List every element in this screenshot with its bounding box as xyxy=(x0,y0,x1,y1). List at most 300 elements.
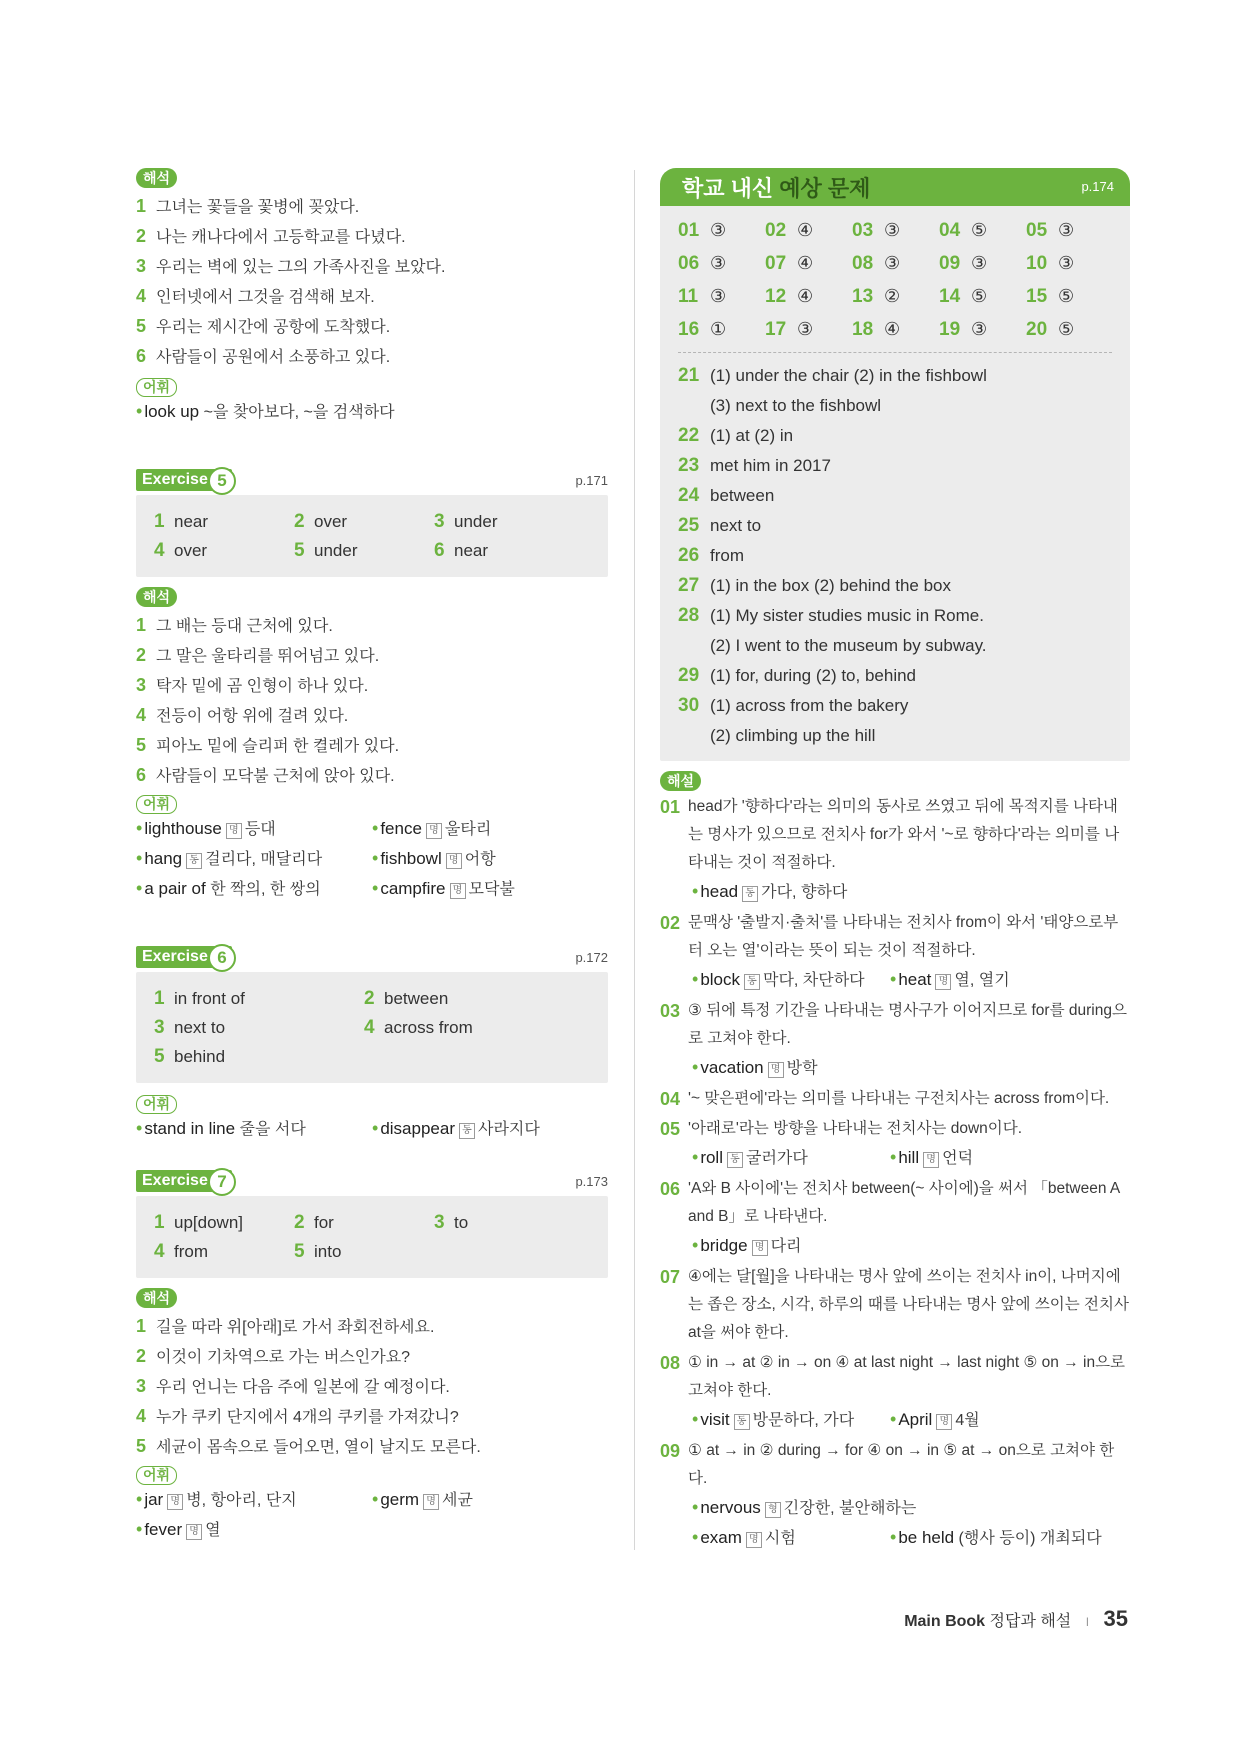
vocab-word: germ xyxy=(380,1490,420,1509)
answer-item xyxy=(294,1237,434,1266)
bullet-icon: • xyxy=(692,1527,699,1547)
question-number: 05 xyxy=(1026,220,1048,241)
bullet-icon: • xyxy=(692,1147,699,1167)
explanation-vocab-row xyxy=(660,1405,1130,1435)
item-text: 피아노 밑에 슬리퍼 한 켤레가 있다. xyxy=(156,738,400,755)
bullet-icon: • xyxy=(136,1118,143,1138)
vocab-list xyxy=(136,1485,608,1545)
pos-tag: 명 xyxy=(167,1494,183,1510)
answer-item xyxy=(294,1208,434,1237)
question-number: 26 xyxy=(678,545,700,566)
pos-tag: 명 xyxy=(186,1524,202,1540)
pos-tag: 명 xyxy=(426,823,442,839)
translation-line xyxy=(136,761,608,791)
multiple-choice-grid xyxy=(678,214,1112,346)
explanation-text xyxy=(660,1349,1130,1405)
vocab-slot xyxy=(692,1497,917,1517)
question-number: 08 xyxy=(852,253,874,274)
explanation-item xyxy=(660,793,1130,907)
translation-line xyxy=(136,1372,608,1402)
choice: ③ xyxy=(710,286,727,306)
item-text: 길을 따라 위[아래]로 가서 좌회전하세요. xyxy=(156,1319,435,1336)
dashed-divider xyxy=(678,352,1112,353)
explanation-badge: 해설 xyxy=(660,771,701,791)
item-text: 사람들이 공원에서 소풍하고 있다. xyxy=(156,349,391,366)
item-text: 우리 언니는 다음 주에 일본에 갈 예정이다. xyxy=(156,1379,450,1396)
explanation-text xyxy=(660,1263,1130,1347)
mc-answer xyxy=(765,214,852,247)
item-number: 3 xyxy=(136,675,147,695)
section-title xyxy=(682,172,870,203)
choice: ③ xyxy=(971,253,988,273)
choice: ⑤ xyxy=(971,220,988,240)
translation-line xyxy=(136,312,608,342)
question-number: 21 xyxy=(678,365,700,386)
exercise-label: Exercise xyxy=(136,946,232,968)
choice: ③ xyxy=(710,220,727,240)
pos-tag: 명 xyxy=(935,974,951,990)
choice: ④ xyxy=(797,253,814,273)
item-number: 4 xyxy=(136,1406,147,1426)
answer-grid xyxy=(154,1208,590,1266)
answer-text: (1) in the box (2) behind the box xyxy=(710,576,951,595)
bullet-icon: • xyxy=(136,818,143,838)
mc-answer xyxy=(852,247,939,280)
vocab-list xyxy=(136,1114,608,1144)
translation-line xyxy=(136,1312,608,1342)
vocab-word: jar xyxy=(144,1490,164,1509)
short-answer-line xyxy=(678,451,1112,481)
bullet-icon: • xyxy=(692,881,699,901)
answer-item xyxy=(364,984,574,1013)
translation-line xyxy=(136,611,608,641)
item-text: 세균이 몸속으로 들어오면, 열이 날지도 모른다. xyxy=(156,1439,481,1456)
item-text: 누가 쿠키 단지에서 4개의 쿠키를 가져갔니? xyxy=(156,1409,459,1426)
answer-item xyxy=(154,1208,294,1237)
question-number: 13 xyxy=(852,286,874,307)
vocab-meaning: 시험 xyxy=(764,1530,796,1547)
question-number: 28 xyxy=(678,605,700,626)
item-number: 5 xyxy=(136,1436,147,1456)
answer-item xyxy=(154,1013,364,1042)
answer-text: into xyxy=(314,1242,342,1261)
vocab-item xyxy=(136,874,372,904)
translation-line xyxy=(136,1432,608,1462)
vocab-word: fever xyxy=(144,1520,183,1539)
answer-text: between xyxy=(384,989,449,1008)
answer-text: (1) for, during (2) to, behind xyxy=(710,666,917,685)
translation-line xyxy=(136,1342,608,1372)
mc-answer xyxy=(852,313,939,346)
vocab-word: block xyxy=(700,970,740,989)
bullet-icon: • xyxy=(372,848,379,868)
vocab-word: fishbowl xyxy=(380,849,442,868)
answer-text: to xyxy=(454,1213,469,1232)
question-number: 01 xyxy=(678,220,700,241)
vocab-slot xyxy=(692,1235,802,1255)
vocab-word: campfire xyxy=(380,879,446,898)
vocab-meaning: 걸리다, 매달리다 xyxy=(205,851,323,868)
left-column xyxy=(136,168,608,1545)
vocab-slot xyxy=(890,1409,980,1429)
title-part-a: 학교 내신 xyxy=(682,176,780,201)
mc-answer xyxy=(678,280,765,313)
mc-answer xyxy=(765,313,852,346)
answer-number: 6 xyxy=(434,540,445,561)
item-number: 5 xyxy=(136,316,147,336)
vocab-word: head xyxy=(700,882,739,901)
item-number: 5 xyxy=(136,735,147,755)
item-number: 6 xyxy=(136,765,147,785)
choice: ③ xyxy=(710,253,727,273)
answer-text: from xyxy=(710,546,744,565)
answer-text: between xyxy=(710,486,775,505)
vocab-item xyxy=(136,1515,372,1545)
short-answer-line xyxy=(678,721,1112,751)
explanation-vocab-row xyxy=(660,1493,1130,1523)
vocab-slot xyxy=(692,1405,890,1435)
intro-translation xyxy=(136,168,608,372)
vocab-item xyxy=(136,1485,372,1515)
question-number: 07 xyxy=(660,1267,681,1287)
answer-item xyxy=(434,536,574,565)
answer-number: 1 xyxy=(154,988,165,1009)
item-number: 4 xyxy=(136,286,147,306)
pos-tag: 형 xyxy=(765,1502,781,1518)
question-number: 15 xyxy=(1026,286,1048,307)
mc-answer xyxy=(939,313,1026,346)
translation-line xyxy=(136,252,608,282)
vocab-slot xyxy=(692,1143,890,1173)
choice: ④ xyxy=(797,220,814,240)
choice: ③ xyxy=(884,220,901,240)
vocab-meaning: 모닥불 xyxy=(468,881,515,898)
choice: ③ xyxy=(1058,253,1075,273)
bullet-icon: • xyxy=(372,818,379,838)
pos-tag: 동 xyxy=(734,1414,750,1430)
explanation-vocab-row xyxy=(660,877,1130,907)
vocab-meaning: 어항 xyxy=(464,851,496,868)
answer-text: under xyxy=(314,541,358,560)
pos-tag: 명 xyxy=(768,1062,784,1078)
mc-answer xyxy=(939,214,1026,247)
question-number: 20 xyxy=(1026,319,1048,340)
choice: ③ xyxy=(884,253,901,273)
translation-line xyxy=(136,1402,608,1432)
choice: ⑤ xyxy=(971,286,988,306)
vocab-meaning: 열 xyxy=(205,1522,221,1539)
vocab-badge: 어휘 xyxy=(136,1095,177,1114)
answer-text: next to xyxy=(710,516,762,535)
bullet-icon: • xyxy=(692,1409,699,1429)
vocab-meaning: 한 짝의, 한 쌍의 xyxy=(210,881,321,898)
bullet-icon: • xyxy=(136,878,143,898)
page-ref: p.174 xyxy=(1081,179,1114,194)
answer-number: 4 xyxy=(154,540,165,561)
footer-separator: I xyxy=(1085,1615,1090,1629)
vocab-list xyxy=(136,397,608,427)
answer-item xyxy=(154,536,294,565)
answer-number: 5 xyxy=(294,540,305,561)
column-divider xyxy=(634,170,635,1550)
vocab-item xyxy=(890,1527,1102,1547)
school-exam-header xyxy=(660,168,1130,206)
bullet-icon: • xyxy=(372,878,379,898)
vocab-item xyxy=(372,1114,608,1144)
short-answer-line xyxy=(678,691,1112,721)
vocab-meaning: 방학 xyxy=(786,1060,818,1077)
choice: ③ xyxy=(971,319,988,339)
short-answer-line xyxy=(678,601,1112,631)
vocab-word: look up xyxy=(144,402,200,421)
pos-tag: 동 xyxy=(742,886,758,902)
vocab-meaning: 세균 xyxy=(442,1492,473,1509)
exercise-number: 7 xyxy=(208,1168,236,1196)
explanation-text xyxy=(660,1175,1130,1231)
answer-text: across from xyxy=(384,1018,473,1037)
exercise-5-answers xyxy=(136,495,608,577)
vocab-item xyxy=(890,1409,980,1429)
explanation-vocab-row xyxy=(660,1143,1130,1173)
question-number: 23 xyxy=(678,455,700,476)
vocab-item xyxy=(136,1114,372,1144)
choice: ② xyxy=(884,286,901,306)
bullet-icon: • xyxy=(136,1489,143,1509)
vocab-meaning: 막다, 차단하다 xyxy=(763,972,865,989)
choice: ④ xyxy=(884,319,901,339)
answer-text: (1) across from the bakery xyxy=(710,696,909,715)
mc-answer xyxy=(1026,313,1113,346)
bullet-icon: • xyxy=(136,848,143,868)
question-number: 09 xyxy=(939,253,961,274)
translation-line xyxy=(136,701,608,731)
answer-item xyxy=(154,1237,294,1266)
vocab-badge: 어휘 xyxy=(136,795,177,814)
vocab-slot xyxy=(890,1527,1102,1547)
item-number: 2 xyxy=(136,226,147,246)
vocab-word: hang xyxy=(144,849,183,868)
vocab-word: visit xyxy=(700,1410,730,1429)
item-text: 우리는 제시간에 공항에 도착했다. xyxy=(156,319,391,336)
vocab-item xyxy=(692,1235,802,1255)
explanation-body: 'A와 B 사이에'는 전치사 between(~ 사이에)을 써서 「between A and B」로 나타낸다. xyxy=(688,1180,1120,1225)
question-number: 10 xyxy=(1026,253,1048,274)
question-number: 18 xyxy=(852,319,874,340)
vocab-word: April xyxy=(898,1410,933,1429)
answer-number: 2 xyxy=(294,1212,305,1233)
vocab-item xyxy=(372,1485,608,1515)
vocab-meaning: (행사 등이) 개최되다 xyxy=(958,1530,1102,1547)
vocab-meaning: 언덕 xyxy=(942,1150,974,1167)
explanation-text xyxy=(660,997,1130,1053)
pos-tag: 명 xyxy=(423,1494,439,1510)
explanation-body: '아래로'라는 방향을 나타내는 전치사는 down이다. xyxy=(688,1120,1023,1137)
question-number: 02 xyxy=(765,220,787,241)
footer-label: 정답과 해설 xyxy=(989,1613,1072,1630)
explanation-vocab-row xyxy=(660,1231,1130,1261)
explanation-body: ① in → at ② in → on ④ at last night → last night ⑤ on → in으로 고쳐야 한다. xyxy=(688,1354,1126,1399)
pos-tag: 동 xyxy=(459,1123,475,1139)
explanation-text xyxy=(660,1437,1130,1493)
pos-tag: 동 xyxy=(186,853,202,869)
explanation-item xyxy=(660,909,1130,995)
question-number: 01 xyxy=(660,797,681,817)
translation-line xyxy=(136,641,608,671)
vocab-word: hill xyxy=(898,1148,920,1167)
answer-text: behind xyxy=(174,1047,226,1066)
page-ref: p.173 xyxy=(575,1174,608,1189)
mc-answer xyxy=(852,280,939,313)
vocab-item xyxy=(890,969,1010,989)
explanation-item xyxy=(660,1175,1130,1261)
vocab-slot xyxy=(890,1147,974,1167)
item-text: 탁자 밑에 곰 인형이 하나 있다. xyxy=(156,678,369,695)
answer-number: 1 xyxy=(154,1212,165,1233)
explanation-item xyxy=(660,997,1130,1083)
vocab-word: fence xyxy=(380,819,422,838)
translation-line xyxy=(136,222,608,252)
answer-text: met him in 2017 xyxy=(710,456,831,475)
exercise-7-answers xyxy=(136,1196,608,1278)
vocab-meaning: 울타리 xyxy=(444,821,492,838)
vocab-item xyxy=(372,844,608,874)
bullet-icon: • xyxy=(692,1057,699,1077)
question-number: 04 xyxy=(660,1089,681,1109)
exercise-6-answers xyxy=(136,972,608,1083)
vocab-item xyxy=(692,1527,796,1547)
vocab-item xyxy=(372,874,608,904)
vocab-word: roll xyxy=(700,1148,723,1167)
translation-list xyxy=(136,192,608,372)
question-number: 05 xyxy=(660,1119,681,1139)
vocab-meaning: 긴장한, 불안해하는 xyxy=(783,1500,917,1517)
vocab-item xyxy=(136,844,372,874)
vocab-word: stand in line xyxy=(144,1119,236,1138)
mc-answer xyxy=(765,247,852,280)
pos-tag: 명 xyxy=(923,1152,939,1168)
vocab-word: heat xyxy=(898,970,932,989)
translation-badge: 해석 xyxy=(136,168,177,188)
bullet-icon: • xyxy=(692,1235,699,1255)
answer-text: (1) at (2) in xyxy=(710,426,794,445)
item-text: 나는 캐나다에서 고등학교를 다녔다. xyxy=(156,229,406,246)
exercise-7-translation xyxy=(136,1288,608,1462)
translation-line xyxy=(136,192,608,222)
explanation-item xyxy=(660,1263,1130,1347)
answer-text: (2) climbing up the hill xyxy=(710,726,876,745)
short-answer-line xyxy=(678,661,1112,691)
item-text: 그 말은 울타리를 뛰어넘고 있다. xyxy=(156,648,380,665)
answer-item xyxy=(294,536,434,565)
mc-answer xyxy=(1026,280,1113,313)
answer-text: for xyxy=(314,1213,334,1232)
choice: ③ xyxy=(1058,220,1075,240)
vocab-word: bridge xyxy=(700,1236,748,1255)
vocab-item xyxy=(692,1147,808,1167)
question-number: 17 xyxy=(765,319,787,340)
question-number: 04 xyxy=(939,220,961,241)
vocab-slot xyxy=(692,1523,890,1553)
vocab-meaning: ~을 찾아보다, ~을 검색하다 xyxy=(203,404,395,421)
pos-tag: 명 xyxy=(752,1240,768,1256)
pos-tag: 동 xyxy=(744,974,760,990)
pos-tag: 명 xyxy=(746,1532,762,1548)
pos-tag: 동 xyxy=(727,1152,743,1168)
exercise-5-header xyxy=(136,467,608,495)
short-answer-line xyxy=(678,481,1112,511)
vocab-meaning: 병, 항아리, 단지 xyxy=(186,1492,297,1509)
bullet-icon: • xyxy=(890,1147,897,1167)
item-number: 4 xyxy=(136,705,147,725)
answer-number: 3 xyxy=(434,1212,445,1233)
short-answer-line xyxy=(678,391,1112,421)
item-number: 1 xyxy=(136,615,147,635)
answer-number: 4 xyxy=(154,1241,165,1262)
question-number: 03 xyxy=(660,1001,681,1021)
question-number: 14 xyxy=(939,286,961,307)
vocab-meaning: 다리 xyxy=(770,1238,802,1255)
answer-grid xyxy=(154,507,590,565)
question-number: 19 xyxy=(939,319,961,340)
page-number: 35 xyxy=(1103,1606,1128,1631)
vocab-item xyxy=(136,814,372,844)
vocab-word: vacation xyxy=(700,1058,764,1077)
explanation-text xyxy=(660,793,1130,877)
vocab-meaning: 줄을 서다 xyxy=(239,1121,306,1138)
pos-tag: 명 xyxy=(936,1414,952,1430)
answer-grid xyxy=(154,984,590,1071)
explanation-body: ① at → in ② during → for ④ on → in ⑤ at → on으로 고쳐야 한다. xyxy=(688,1442,1115,1487)
answer-text: under xyxy=(454,512,498,531)
answer-item xyxy=(154,1042,364,1071)
question-number: 03 xyxy=(852,220,874,241)
page-ref: p.172 xyxy=(575,950,608,965)
mc-answer xyxy=(852,214,939,247)
bullet-icon: • xyxy=(890,969,897,989)
short-answer-line xyxy=(678,361,1112,391)
question-number: 08 xyxy=(660,1353,681,1373)
vocab-list xyxy=(136,814,608,904)
book-name: Main Book xyxy=(904,1613,986,1630)
translation-list xyxy=(136,611,608,791)
vocab-item xyxy=(692,1409,855,1429)
choice: ⑤ xyxy=(1058,286,1075,306)
item-number: 1 xyxy=(136,196,147,216)
explanation-item xyxy=(660,1115,1130,1173)
question-number: 25 xyxy=(678,515,700,536)
answer-item xyxy=(154,984,364,1013)
answer-text: near xyxy=(454,541,489,560)
explanation-body: ④에는 달[월]을 나타내는 명사 앞에 쓰이는 전치사 in이, 나머지에는 좁은 장소, 시각, 하루의 때를 나타내는 명사 앞에 쓰이는 전치사 at을 써야 한다. xyxy=(688,1268,1129,1341)
exercise-5-translation xyxy=(136,587,608,791)
answer-text: from xyxy=(174,1242,208,1261)
exercise-7-vocab xyxy=(136,1466,608,1545)
exercise-7-header xyxy=(136,1168,608,1196)
explanation-text xyxy=(660,1115,1130,1143)
item-number: 3 xyxy=(136,256,147,276)
vocab-badge: 어휘 xyxy=(136,378,177,397)
item-number: 3 xyxy=(136,1376,147,1396)
short-answer-line xyxy=(678,631,1112,661)
question-number: 30 xyxy=(678,695,700,716)
page-ref: p.171 xyxy=(575,473,608,488)
answer-number: 3 xyxy=(434,511,445,532)
question-number: 24 xyxy=(678,485,700,506)
vocab-word: a pair of xyxy=(144,879,206,898)
translation-badge: 해석 xyxy=(136,1288,177,1308)
explanation-body: head가 '향하다'라는 의미의 동사로 쓰였고 뒤에 목적지를 나타내는 명사가 있으므로 전치사 for가 와서 '~로 향하다'라는 의미를 나타내는 것이 적절하다. xyxy=(688,798,1120,871)
vocab-word: be held xyxy=(898,1528,955,1547)
